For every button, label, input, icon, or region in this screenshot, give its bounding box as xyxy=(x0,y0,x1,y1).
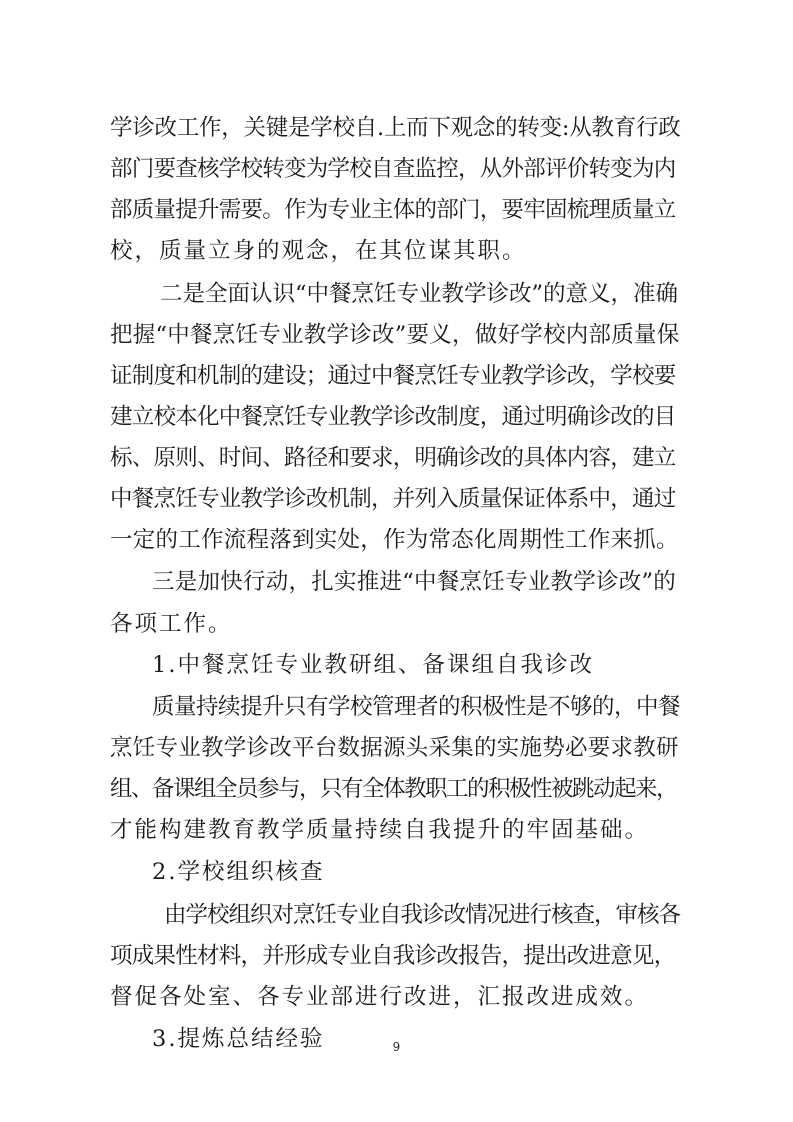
text-line: 由学校组织对烹饪专业自我诊改情况进行核查，审核各 xyxy=(164,902,681,928)
text-line: 组、备课组全员参与，只有全体教职工的积极性被跳动起来， xyxy=(110,776,678,802)
text-line: 部门要查核学校转变为学校自查监控，从外部评价转变为内 xyxy=(110,156,676,182)
text-line: 项成果性材料，并形成专业自我诊改报告，提出改进意见， xyxy=(110,943,676,969)
page-number: 9 xyxy=(392,1040,401,1054)
text-line: 部质量提升需要。作为专业主体的部门，要牢固梳理质量立 xyxy=(110,197,676,223)
text-line: 学诊改工作，关键是学校自.上而下观念的转变:从教育行政 xyxy=(110,115,681,141)
text-line: 烹饪专业教学诊改平台数据源头采集的实施势必要求教研 xyxy=(110,735,679,761)
text-line: 证制度和机制的建设；通过中餐烹饪专业教学诊改，学校要 xyxy=(110,363,676,389)
section-heading: 1.中餐烹饪专业教研组、备课组自我诊改 xyxy=(152,652,594,678)
text-line: 才能构建教育教学质量持续自我提升的牢固基础。 xyxy=(110,817,650,843)
text-line: 一定的工作流程落到实处，作为常态化周期性工作来抓。 xyxy=(110,527,679,553)
section-heading: 3.提炼总结经验 xyxy=(152,1026,325,1052)
text-line: 各项工作。 xyxy=(110,611,233,637)
text-line: 三是加快行动，扎实推进“中餐烹饪专业教学诊改”的 xyxy=(152,569,677,595)
text-line: 中餐烹饪专业教学诊改机制，并列入质量保证体系中，通过 xyxy=(110,486,676,512)
text-line: 校，质量立身的观念，在其位谋其职。 xyxy=(110,238,527,264)
text-line: 标、原则、时间、路径和要求，明确诊改的具体内容，建立 xyxy=(110,445,676,471)
section-heading: 2.学校组织核查 xyxy=(152,859,325,885)
text-line: 质量持续提升只有学校管理者的积极性是不够的，中餐 xyxy=(152,694,681,720)
text-line: 把握“中餐烹饪专业教学诊改”要义，做好学校内部质量保 xyxy=(110,322,680,348)
text-line: 二是全面认识“中餐烹饪专业教学诊改”的意义，准确 xyxy=(160,281,679,307)
text-line: 督促各处室、各专业部进行改进，汇报改进成效。 xyxy=(110,984,650,1010)
text-line: 建立校本化中餐烹饪专业教学诊改制度，通过明确诊改的目 xyxy=(110,404,676,430)
